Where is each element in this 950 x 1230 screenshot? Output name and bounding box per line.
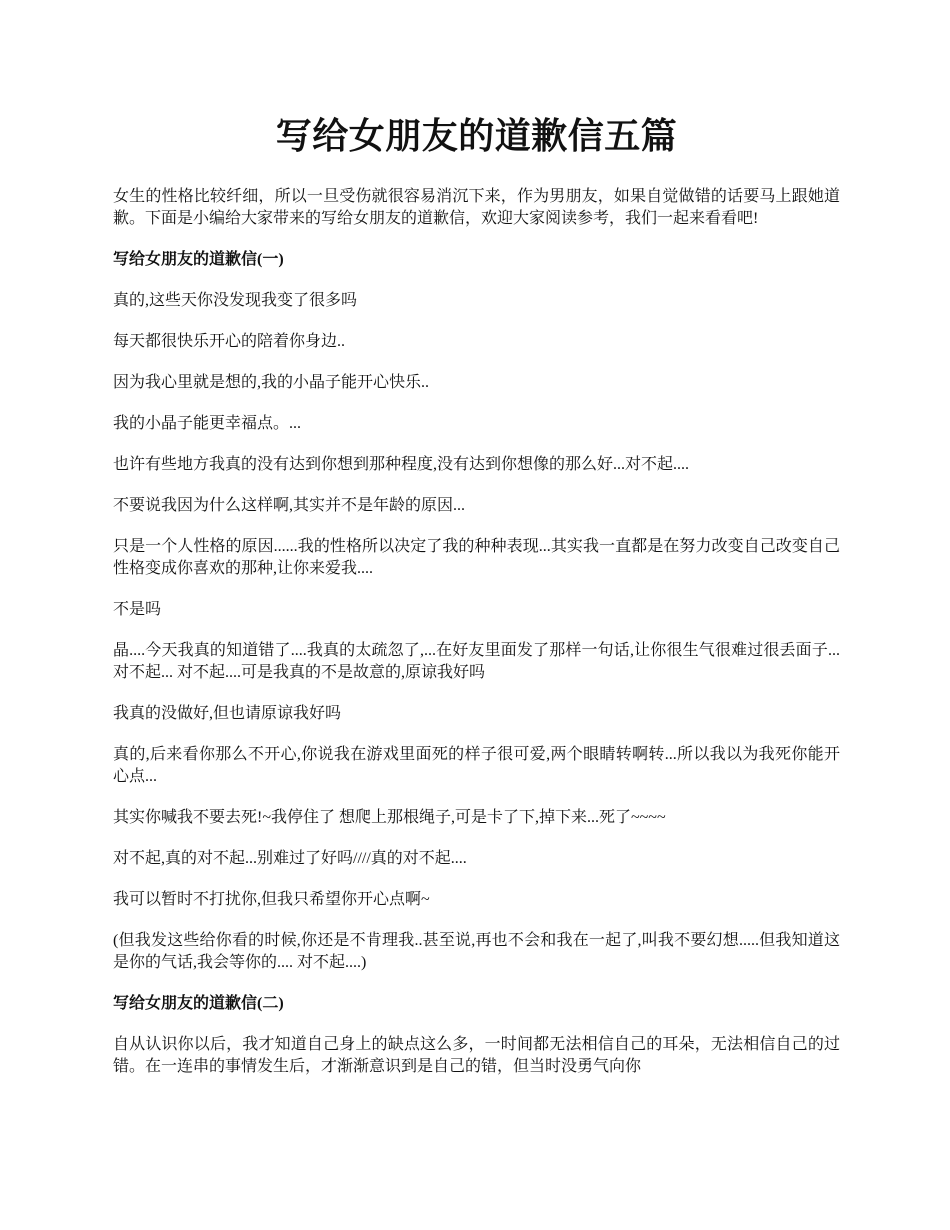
- document-page: [113, 108, 840, 1097]
- paragraph: 也许有些地方我真的没有达到你想到那种程度,没有达到你想像的那么好...对不起....: [113, 456, 690, 473]
- intro-paragraph: 女生的性格比较纤细，所以一旦受伤就很容易消沉下来，作为男朋友，如果自觉做错的话要马上跟她道歉。下面是小编给大家带来的写给女朋友的道歉信，欢迎大家阅读参考，我们一起来看看吧!: [113, 188, 840, 227]
- paragraph: 每天都很快乐开心的陪着你身边..: [113, 333, 346, 350]
- paragraph: 真的,这些天你没发现我变了很多吗: [113, 292, 358, 309]
- paragraph: 我真的没做好,但也请原谅我好吗: [113, 705, 342, 722]
- paragraph: 只是一个人性格的原因......我的性格所以决定了我的种种表现...其实我一直都是在努力改变自己改变自己性格变成你喜欢的那种,让你来爱我....: [113, 538, 840, 577]
- paragraph: 自从认识你以后，我才知道自己身上的缺点这么多，一时间都无法相信自己的耳朵，无法相信自己的过错。在一连串的事情发生后，才渐渐意识到是自己的错，但当时没勇气向你: [113, 1036, 840, 1075]
- section-heading-2: 写给女朋友的道歉信(二): [113, 995, 284, 1012]
- paragraph: (但我发这些给你看的时候,你还是不肯理我..甚至说,再也不会和我在一起了,叫我不要幻想.....但我知道这是你的气话,我会等你的.... 对不起....): [113, 932, 840, 971]
- section-heading-1: 写给女朋友的道歉信(一): [113, 251, 284, 268]
- paragraph: 我的小晶子能更幸福点。...: [113, 415, 302, 432]
- paragraph: 晶....今天我真的知道错了....我真的太疏忽了,...在好友里面发了那样一句话,让你很生气很难过很丢面子...对不起... 对不起....可是我真的不是故意的,原谅我好吗: [113, 642, 840, 681]
- paragraph: 不是吗: [113, 601, 162, 618]
- paragraph: 我可以暂时不打扰你,但我只希望你开心点啊~: [113, 891, 430, 908]
- paragraph: 对不起,真的对不起...别难过了好吗////真的对不起....: [113, 850, 467, 867]
- paragraph: 因为我心里就是想的,我的小晶子能开心快乐..: [113, 374, 430, 391]
- document-title: 写给女朋友的道歉信五篇: [275, 116, 678, 156]
- paragraph: 真的,后来看你那么不开心,你说我在游戏里面死的样子很可爱,两个眼睛转啊转...所以我以为我死你能开心点...: [113, 746, 840, 785]
- paragraph: 不要说我因为什么这样啊,其实并不是年龄的原因...: [113, 497, 466, 514]
- paragraph: 其实你喊我不要去死!~我停住了 想爬上那根绳子,可是卡了下,掉下来...死了~~~~: [113, 809, 666, 826]
